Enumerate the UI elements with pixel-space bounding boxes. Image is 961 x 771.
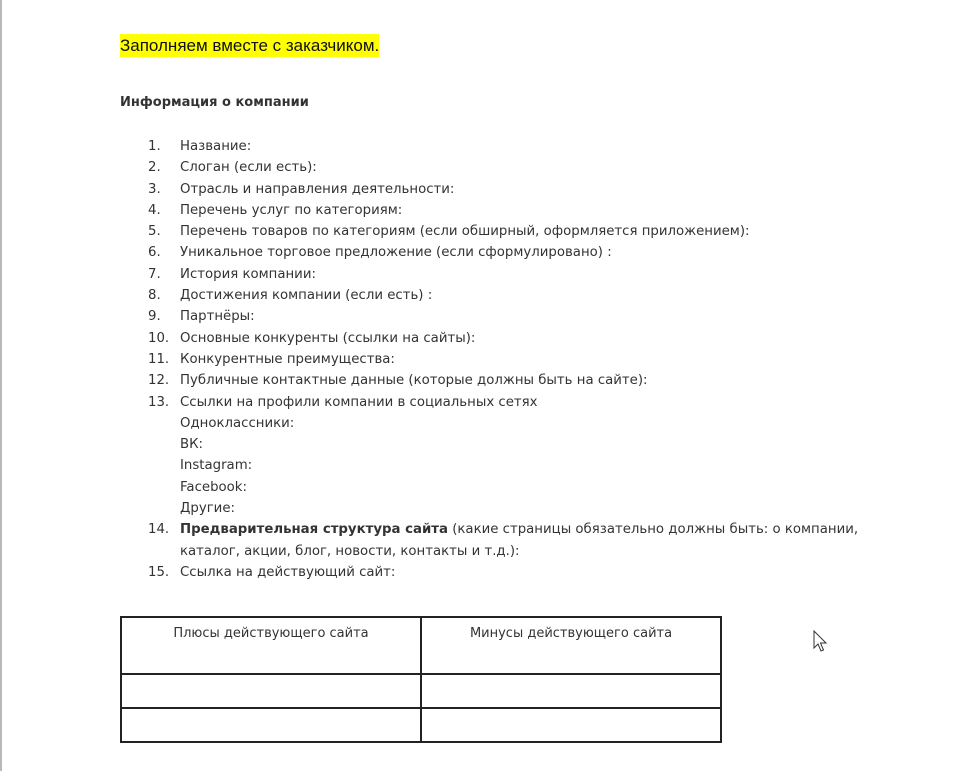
item-number: 14. [148,522,170,538]
item-number: 12. [148,373,170,389]
pros-cons-table [120,616,722,743]
item-number: 3. [148,181,161,197]
mouse-cursor-icon [813,630,829,654]
item-number: 11. [148,351,170,367]
list-item [148,349,858,370]
item-text: Достижения компании (если есть) : [180,288,433,304]
item-text: Отрасль и направления деятельности: [180,181,455,197]
item-number: 5. [148,224,161,240]
table-cell[interactable] [121,674,421,708]
list-item-structure [148,519,858,562]
item-bold-text: Предварительная структура сайта [180,522,448,538]
item-text: Слоган (если есть): [180,160,317,176]
list-item [148,562,858,583]
item-number: 4. [148,202,161,218]
social-odnoklassniki: Одноклассники: [180,415,295,431]
list-item-social [148,392,858,520]
item-text: Ссылка на действующий сайт: [180,564,396,580]
item-text: Конкурентные преимущества: [180,351,395,367]
item-number: 15. [148,564,170,580]
list-item [148,200,858,221]
item-number: 13. [148,394,170,410]
list-item [148,242,858,263]
social-instagram: Instagram: [180,458,253,474]
item-text: Уникальное торговое предложение (если сформулировано) : [180,245,612,261]
company-info-list [148,136,858,583]
list-item [148,285,858,306]
item-text: Основные конкуренты (ссылки на сайты): [180,330,476,346]
list-item [148,370,858,391]
list-item [148,179,858,200]
item-text: (какие страницы обязательно должны быть: о компании, [447,522,859,538]
item-number: 1. [148,139,161,154]
item-number: 6. [148,245,161,261]
item-text: Ссылки на профили компании в социальных сетях [180,394,538,410]
table-cell[interactable] [421,674,721,708]
list-item [148,328,858,349]
item-number: 2. [148,160,161,176]
list-item [148,136,858,157]
item-number: 7. [148,266,161,282]
section-title: Информация о компании [120,95,309,110]
highlighted-note: Заполняем вместе с заказчиком. [120,36,380,55]
item-text: История компании: [180,266,316,282]
item-text: Публичные контактные данные (которые должны быть на сайте): [180,373,648,389]
item-number: 9. [148,309,161,325]
page-left-edge [0,0,2,771]
social-other: Другие: [180,501,235,517]
list-item [148,306,858,327]
pros-header: Плюсы действующего сайта [121,617,421,674]
cons-header: Минусы действующего сайта [421,617,721,674]
item-text: Перечень товаров по категориям (если обширный, оформляется приложением): [180,224,750,240]
item-text: Название: [180,139,252,154]
table-cell[interactable] [421,708,721,742]
item-text: Перечень услуг по категориям: [180,202,403,218]
social-facebook: Facebook: [180,479,247,495]
list-item [148,264,858,285]
item-number: 10. [148,330,170,346]
item-text: Партнёры: [180,309,255,325]
list-item [148,157,858,178]
item-text-continued: каталог, акции, блог, новости, контакты и т.д.): [180,543,520,559]
list-item [148,221,858,242]
table-cell[interactable] [121,708,421,742]
social-vk: ВК: [180,437,204,453]
item-number: 8. [148,288,161,304]
